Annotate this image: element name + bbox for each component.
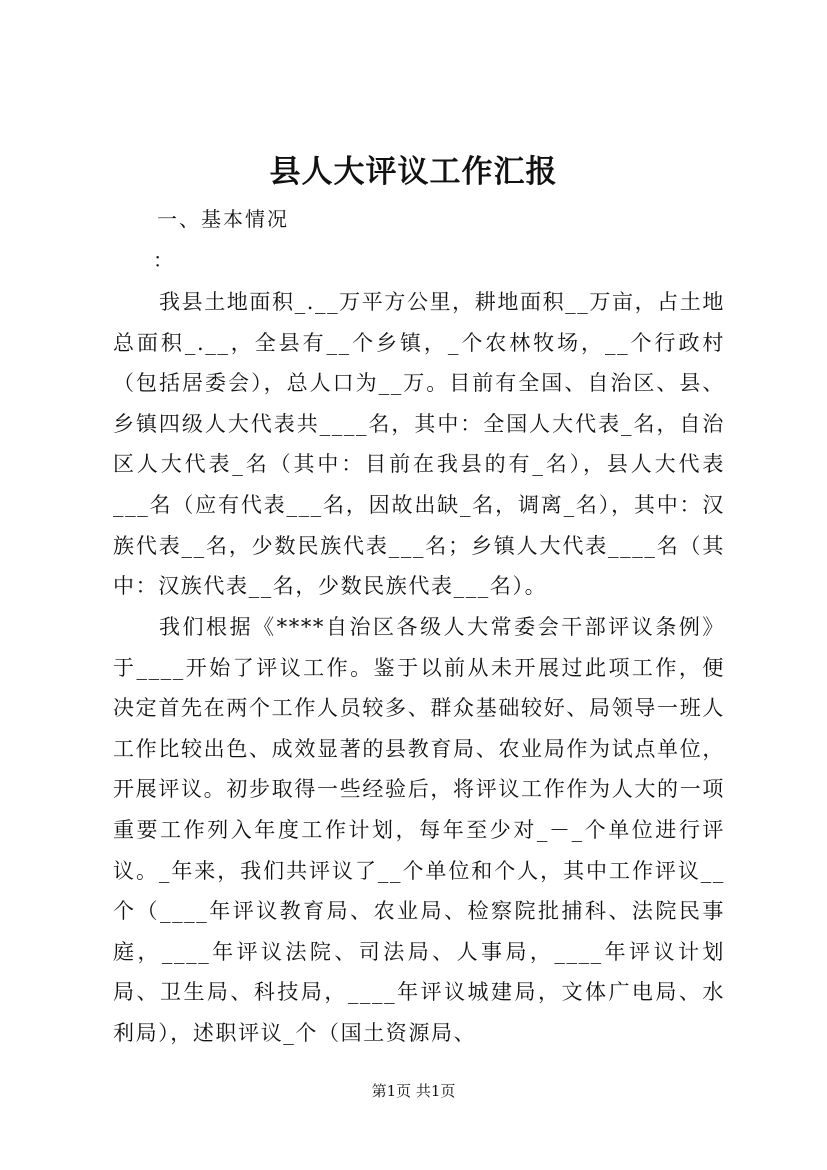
paragraph-evaluation-work: 我们根据《****自治区各级人大常委会干部评议条例》于____开始了评议工作。鉴于以前从未开展过此项工作，便决定首先在两个工作人员较多、群众基础较好、局领导一班人工作比较出色、成效显著的县教育局、农业局作为试点单位，开展评议。初步取得一些经验后，将评议工作作为人大的一项重要工作列入年度工作计划，每年至少对_－_个单位进行评议。_年来，我们共评议了__个单位和个人，其中工作评议__个（____年评议教育局、农业局、检察院批捕科、法院民事庭，____年评议法院、司法局、人事局，____年评议计划局、卫生局、科技局，____年评议城建局，文体广电局、水利局），述职评议_个（国土资源局、 [113, 615, 725, 1045]
colon-line: ： [153, 248, 173, 272]
paragraph-land-and-deputies: 我县土地面积_.__万平方公里，耕地面积__万亩，占土地总面积_.__，全县有__个乡镇，_个农林牧场，__个行政村（包括居委会），总人口为__万。目前有全国、自治区、县、乡镇四级人大代表共____名，其中：全国人大代表_名，自治区人大代表_名（其中：目前在我县的有_名），县人大代表___名（应有代表___名，因故出缺_名，调离_名），其中：汉族代表__名，少数民族代表___名；乡镇人大代表____名（其中：汉族代表__名，少数民族代表___名）。 [113, 290, 725, 599]
document-title: 县人大评议工作汇报 [269, 154, 558, 190]
page-number: 第1页 共1页 [371, 1082, 456, 1100]
section-heading: 一、基本情况 [157, 207, 289, 231]
